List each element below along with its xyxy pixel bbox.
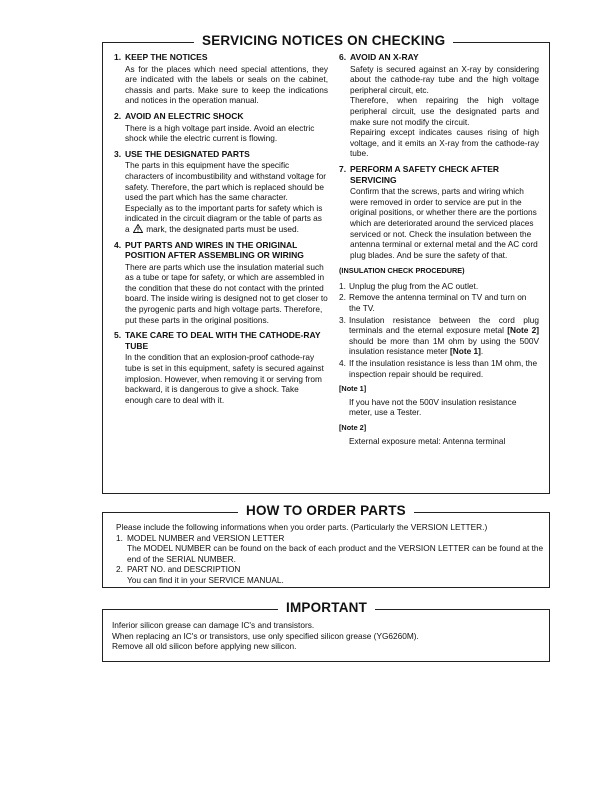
note-1-body: If you have not the 500V insulation resistance meter, use a Tester.	[349, 396, 517, 418]
servicing-right-column	[339, 52, 539, 451]
section-safety-check: 7. PERFORM A SAFETY CHECK AFTER SERVICING Confirm that the screws, parts and wiring which were removed in order to service are put in the original positions, or whether there are the portions which are deteriorated around the serviced places serviced or not. Check the insulation between the antenna terminal or external metal and the AC cord plug blades. And be sure the safety of that. (INSULATION CHECK PROCEDURE) 1. Unplug the plug from the AC outlet. 2. Remove the antenna terminal on TV and turn on the TV. 3. Insulation resistance between the cord plug terminals and the eternal exposure metal [Note 2] should be more than 1M ohm by using the 500V insulation resistance meter [Note 1]. 4. If the insulation resistance is less than 1M ohm, the inspection repair should be required. [Note 1] If you have not the 500V insulation resistance meter, use a Tester. [Note 2] External exposure metal: Antenna terminal	[339, 163, 539, 446]
section-body: Safety is secured against an X-ray by considering about the cathode-ray tube and the high voltage peripheral circuit, etc.	[350, 63, 539, 95]
section-body-2: Especially as to the important parts for safety which is indicated in the circuit diagram or the table of parts as a mark, the designated parts must be used.	[125, 202, 323, 234]
section-x-ray: 6. AVOID AN X-RAY Safety is secured against an X-ray by considering about the cathode-ray tube and the high voltage peripheral circuit, etc. Therefore, when repairing the high voltage peripheral circuit, use the designated parts and make sure not modify the circuit. Repairing except indicates causes rising of high voltage, and it emits an X-ray from the cathode-ray tube.	[339, 52, 539, 159]
order-item-1-body: The MODEL NUMBER can be found on the back of each product and the VERSION LETTER can be found at the end of the SERIAL NUMBER.	[127, 543, 544, 564]
list-item: 4. If the insulation resistance is less than 1M ohm, the inspection repair should be required.	[339, 358, 538, 379]
section-body-3: Repairing except indicates causes rising of high voltage, and it emits an X-ray from the cathode-ray tube.	[350, 127, 539, 159]
order-parts-title: HOW TO ORDER PARTS	[238, 503, 414, 519]
insulation-steps-list	[339, 281, 539, 379]
section-cathode-ray-tube: 5. TAKE CARE TO DEAL WITH THE CATHODE-RAY TUBE In the condition that an explosion-proof cathode-ray tube is set in this equipment, safety is secured against implosion. However, when removing it or serving from backward, it is dangerous to give a shock. Take enough care to deal with it.	[114, 330, 328, 405]
note-2-body: External exposure metal: Antenna terminal	[349, 435, 506, 446]
servicing-left-column	[114, 52, 328, 410]
list-item: 2. Remove the antenna terminal on TV and turn on the TV.	[339, 292, 527, 314]
section-designated-parts: 3. USE THE DESIGNATED PARTS The parts in this equipment have the specific characters of incombustibility and withstand voltage for safety. Therefore, the part which is replaced should be used the part which has the same character. Especially as to the important parts for safety which is indicated in the circuit diagram or the table of parts as a mark, the designated parts must be used.	[114, 148, 327, 234]
section-heading: PERFORM A SAFETY CHECK AFTER SERVICING	[350, 163, 500, 185]
warning-triangle-icon	[133, 224, 143, 233]
note-1-heading: [Note 1]	[339, 384, 367, 394]
section-body: There are parts which use the insulation material such as a tube or tape for safety, or which are assembled in the condition that these do not contact with the printed board. The inside wiring is designed not to get closer to the pyrogenic parts and high voltage parts. Therefore, put these parts in the original positions.	[125, 261, 328, 325]
important-line-2: When replacing an IC's or transistors, use only specified silicon grease (YG6260M).	[112, 630, 419, 641]
important-line-1: Inferior silicon grease can damage IC's and transistors.	[112, 620, 315, 630]
section-original-position: 4. PUT PARTS AND WIRES IN THE ORIGINAL POSITION AFTER ASSEMBLING OR WIRING There are parts which use the insulation material such as a tube or tape for safety, or which are assembled in the condition that these do not contact with the printed board. The inside wiring is designed not to get closer to the pyrogenic parts and high voltage parts. Therefore, put these parts in the original positions.	[114, 239, 328, 325]
order-item-2-body: You can find it in your SERVICE MANUAL.	[127, 574, 284, 585]
list-item: 1. MODEL NUMBER and VERSION LETTER	[116, 532, 285, 543]
section-keep-notices: 1. KEEP THE NOTICES As for the places which need special attentions, they are indicated with the labels or seals on the cabinet, chassis and parts. Make sure to keep the indications and notices in the operation manual.	[114, 52, 328, 106]
section-heading: AVOID AN X-RAY	[350, 52, 419, 62]
section-body: Confirm that the screws, parts and wiring which were removed in order to service are put in the original positions, or whether there are the portions which are deteriorated around the serviced places serviced or not. Check the insulation between the antenna terminal or external metal and the AC cord plug blades. And be sure the safety of that.	[350, 186, 538, 260]
section-heading: AVOID AN ELECTRIC SHOCK	[125, 110, 244, 121]
insulation-procedure-heading: (INSULATION CHECK PROCEDURE)	[339, 266, 465, 276]
important-content	[112, 620, 542, 652]
section-heading: TAKE CARE TO DEAL WITH THE CATHODE-RAY TUBE	[125, 330, 321, 351]
section-body: The parts in this equipment have the specific characters of incombustibility and withstand voltage for safety. Therefore, the part which is replaced should be used the part which has the same character.	[125, 160, 327, 203]
note-2-heading: [Note 2]	[339, 423, 367, 432]
section-heading: PUT PARTS AND WIRES IN THE ORIGINAL POSITION AFTER ASSEMBLING OR WIRING	[125, 239, 304, 261]
section-body-2: Therefore, when repairing the high voltage peripheral circuit, use the designated parts and make sure not modify the circuit.	[350, 95, 539, 127]
section-body: As for the places which need special attentions, they are indicated with the labels or seals on the cabinet, chassis and parts. Make sure to keep the indications and notices in the operation manual.	[125, 63, 328, 106]
list-item: 1. Unplug the plug from the AC outlet.	[339, 280, 479, 291]
section-body: In the condition that an explosion-proof cathode-ray tube is set in this equipment, safety is secured against implosion. However, when removing it or serving from backward, it is dangerous to give a shock. Take enough care to deal with it.	[125, 352, 324, 405]
section-heading: USE THE DESIGNATED PARTS	[125, 148, 250, 159]
order-intro: Please include the following informations when you order parts. (Particularly the VERSION LETTER.)	[116, 522, 488, 532]
section-body: There is a high voltage part inside. Avoid an electric shock while the electric current is flowing.	[125, 122, 315, 144]
list-item: 3. Insulation resistance between the cord plug terminals and the eternal exposure metal [Note 2] should be more than 1M ohm by using the 500V insulation resistance meter [Note 1].	[339, 314, 539, 357]
important-title: IMPORTANT	[278, 600, 375, 616]
section-electric-shock: 2. AVOID AN ELECTRIC SHOCK There is a high voltage part inside. Avoid an electric shock while the electric current is flowing.	[114, 111, 328, 144]
order-parts-content	[116, 522, 544, 586]
section-heading: KEEP THE NOTICES	[125, 52, 208, 62]
important-line-3: Remove all old silicon before applying new silicon.	[112, 641, 297, 652]
list-item: 2. PART NO. and DESCRIPTION	[116, 564, 241, 575]
servicing-notices-title: SERVICING NOTICES ON CHECKING	[194, 33, 453, 49]
